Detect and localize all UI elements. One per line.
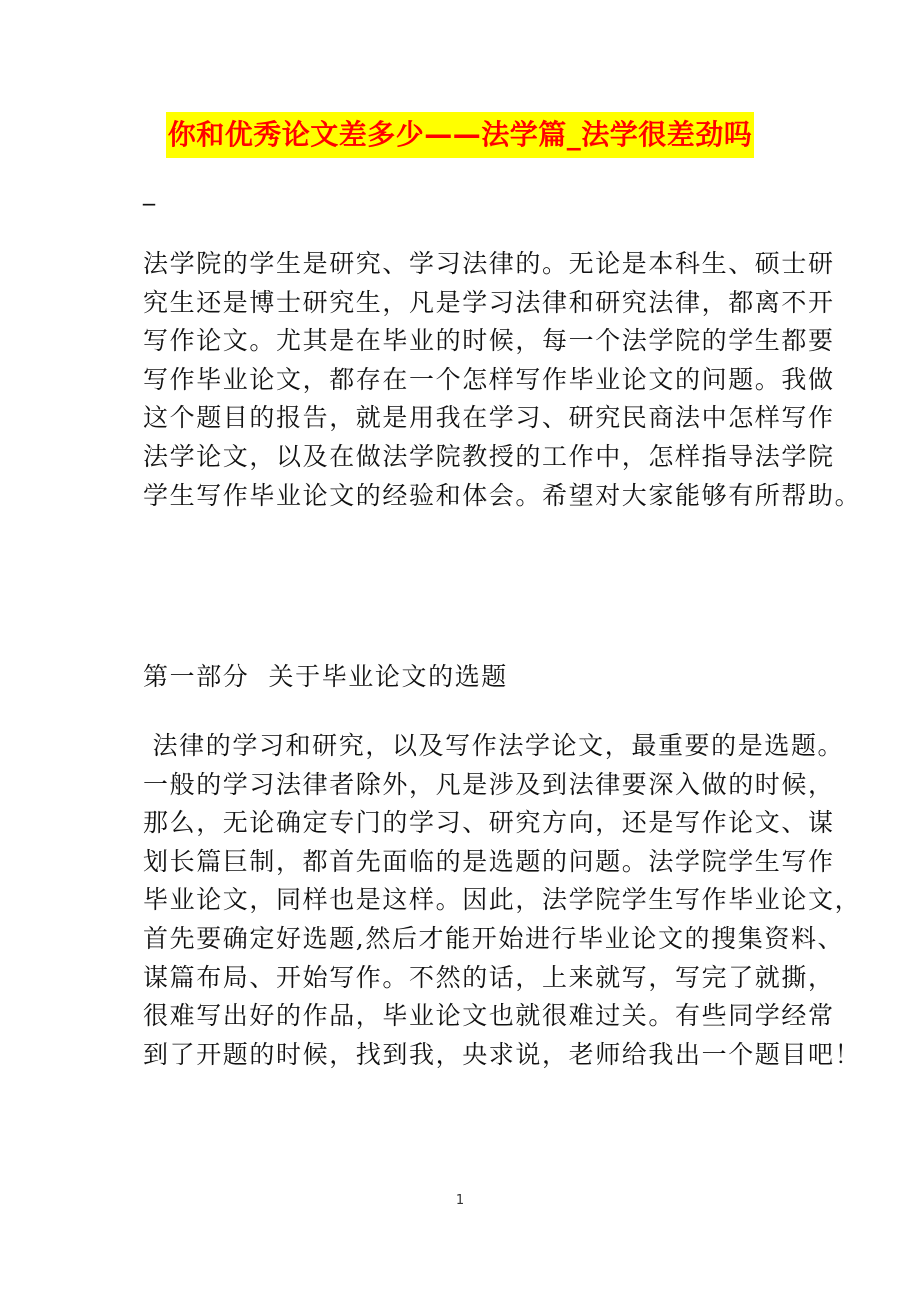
text-line: 学生写作毕业论文的经验和体会。希望对大家能够有所帮助。 [143, 480, 862, 510]
text-line: 很难写出好的作品，毕业论文也就很难过关。有些同学经常 [143, 1001, 835, 1031]
document-title: 你和优秀论文差多少——法学篇_法学很差劲吗 [166, 112, 755, 158]
page-number: 1 [455, 1193, 465, 1208]
text-line: 写作毕业论文，都存在一个怎样写作毕业论文的问题。我做 [143, 364, 835, 394]
text-line: 写作论文。尤其是在毕业的时候，每一个法学院的学生都要 [143, 326, 835, 356]
text-line: 这个题目的报告，就是用我在学习、研究民商法中怎样写作 [143, 403, 835, 433]
body-paragraph [143, 727, 862, 1074]
text-line: 那么，无论确定专门的学习、研究方向，还是写作论文、谋 [143, 808, 835, 838]
title-container [0, 112, 920, 158]
text-line: 法学论文，以及在做法学院教授的工作中，怎样指导法学院 [143, 441, 835, 471]
text-line: 一般的学习法律者除外，凡是涉及到法律要深入做的时候， [143, 769, 835, 799]
text-line: 到了开题的时候，找到我，央求说，老师给我出一个题目吧！ [143, 1039, 862, 1069]
section-heading [143, 658, 783, 697]
text-line: 法学院的学生是研究、学习法律的。无论是本科生、硕士研 [143, 249, 835, 278]
text-line: 毕业论文，同样也是这样。因此，法学院学生写作毕业论文， [143, 885, 862, 915]
title-underscore: _ [143, 178, 155, 206]
text-line: 首先要确定好选题,然后才能开始进行毕业论文的搜集资料、 [143, 923, 845, 953]
section-heading-text: 第一部分 关于毕业论文的选题 [143, 662, 508, 691]
text-line: 究生还是博士研究生，凡是学习法律和研究法律，都离不开 [143, 287, 835, 317]
text-line: 谋篇布局、开始写作。不然的话，上来就写，写完了就撕， [143, 962, 835, 992]
text-line: 法律的学习和研究，以及写作法学论文，最重要的是选题。 [143, 731, 845, 760]
text-line: 划长篇巨制，都首先面临的是选题的问题。法学院学生写作 [143, 846, 835, 876]
intro-paragraph [143, 245, 862, 515]
